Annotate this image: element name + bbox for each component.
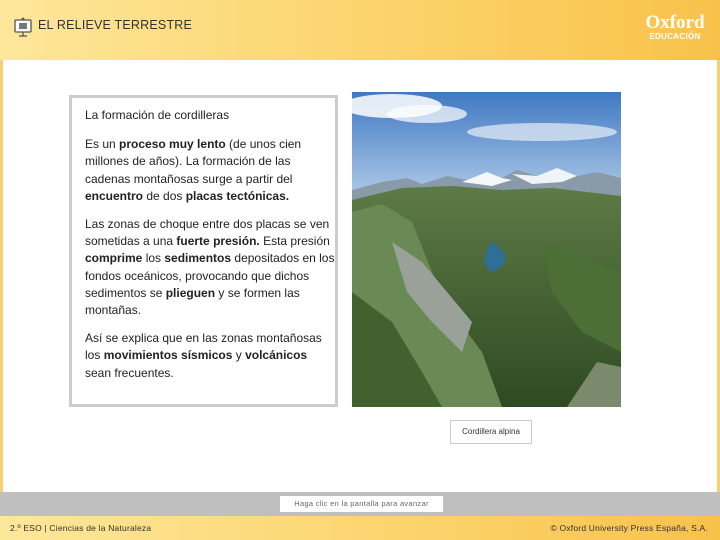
paragraph-3 xyxy=(85,330,335,382)
advance-hint[interactable]: Haga clic en la pantalla para avanzar xyxy=(280,496,443,512)
photo-caption: Cordillera alpina xyxy=(450,420,532,444)
paragraph-1 xyxy=(85,136,335,205)
text-run: sean frecuentes. xyxy=(85,365,174,380)
content-text-box xyxy=(69,95,338,407)
logo-wordmark: Oxford xyxy=(645,12,705,33)
text-run: depositados en los fondos oceánicos, provocando que dichos sedimentos se xyxy=(85,251,335,300)
presentation-board-icon xyxy=(14,17,32,37)
text-run: los xyxy=(142,251,165,266)
text-run: (de unos cien millones de años). La formación de las cadenas montañosas surge a partir del xyxy=(85,137,302,186)
bold-term: proceso muy lento xyxy=(119,137,226,152)
header-bar xyxy=(0,0,720,60)
footer-course: 2.º ESO | Ciencias de la Naturaleza xyxy=(10,523,152,533)
text-run: Es un xyxy=(85,137,120,152)
text-run: Esta presión xyxy=(259,234,330,249)
section-heading: La formación de cordilleras xyxy=(85,108,230,122)
text-run: de dos xyxy=(143,188,186,203)
bold-term: placas tectónicas. xyxy=(185,188,290,203)
bold-term: movimientos sísmicos xyxy=(103,348,233,363)
bold-term: comprime xyxy=(85,251,143,266)
bold-term: plieguen xyxy=(165,285,216,300)
paragraph-2 xyxy=(85,216,335,319)
text-run: y xyxy=(232,348,246,363)
text-run: Así se explica que en las zonas montañosas los xyxy=(85,331,322,363)
mountain-photo xyxy=(352,92,621,407)
bold-term: encuentro xyxy=(85,188,144,203)
page-title: EL RELIEVE TERRESTRE xyxy=(38,18,193,32)
logo-subtitle: EDUCACIÓN xyxy=(649,32,701,41)
text-run: y se formen las montañas. xyxy=(85,285,300,318)
text-run: Las zonas de choque entre dos placas se ven sometidas a una xyxy=(85,217,330,249)
bold-term: sedimentos xyxy=(164,251,232,266)
bold-term: volcánicos xyxy=(245,348,308,363)
bold-term: fuerte presión. xyxy=(176,234,260,249)
left-border xyxy=(0,60,3,492)
oxford-logo xyxy=(644,14,706,41)
footer-copyright: © Oxford University Press España, S.A. xyxy=(550,523,708,533)
